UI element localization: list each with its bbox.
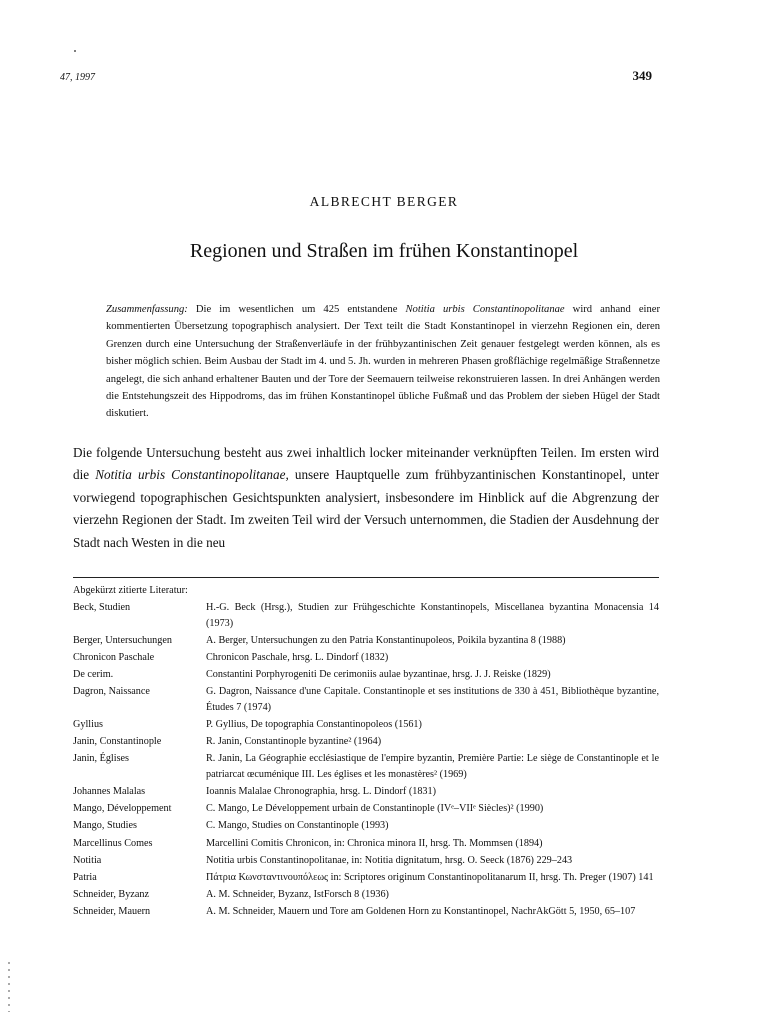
reference-key: Mango, Développement [73,803,172,815]
reference-key: Janin, Constantinople [73,736,162,748]
body-text-2: unsere Hauptquelle zum frühbyzantinischen Konstantinopel, unter vorwiegend topographischen Gesichtspunkten analysiert, insbesondere im Hinblick auf die Abgrenzung der vierzehn Regionen der Stadt. Im zweiten Teil wird der Versuch unternommen, die Stadien der Ausdehnung der Stadt nach Westen in die neu [73,467,659,550]
reference-value: Chronicon Paschale, hrsg. L. Dindorf (1832) [206,651,389,663]
reference-value: H.-G. Beck (Hrsg.), Studien zur Frühgeschichte Konstantinopels, Miscellanea byzantina Monacensia 14 (1973) [206,602,659,629]
reference-entry [73,751,659,782]
reference-value: A. M. Schneider, Mauern und Tore am Goldenen Horn zu Konstantinopel, NachrAkGött 5, 1950, 65–107 [206,906,636,918]
page-number: 349 [632,68,652,83]
reference-value: G. Dagron, Naissance d'une Capitale. Constantinople et ses institutions de 330 à 451, Bibliothèque byzantine, Études 7 (1974) [206,686,659,713]
reference-entry [73,717,659,733]
abstract-text-2: wird anhand einer kommentierten Übersetzung topographisch analysiert. Der Text teilt die Stadt Konstantinopel in vierzehn Regionen ein, deren Grenzen durch eine Untersuchung der Straßenverläufe in der frühbyzantinischen Zeit genauer festgelegt werden können, als es bisher möglich schien. Beim Ausbau der Stadt im 4. und 5. Jh. wurden in mehreren Phasen großflächige regelmäßige Straßennetze angelegt, die sich anhand erhaltener Bauten und der Tore der Seemauern teilweise rekonstruieren lassen. In drei Anhängen werden die Entstehungszeit des Hippodroms, das im frühen Konstantinopel übliche Fußmaß und das Problem der sieben Hügel der Stadt diskutiert. [106,304,660,420]
abstract-source-title: Notitia urbis Constantinopolitanae [405,304,565,315]
reference-key: Beck, Studien [73,602,131,613]
reference-key: Berger, Untersuchungen [73,634,172,646]
reference-entry [73,784,659,800]
reference-value: Notitia urbis Constantinopolitanae, in: Notitia dignitatum, hrsg. O. Seeck (1876) 229–243 [206,854,573,866]
abstract-label: Zusammenfassung: [106,304,188,315]
footnote-divider [73,577,659,578]
reference-value: P. Gyllius, De topographia Constantinopoleos (1561) [206,718,422,730]
body-source-title: Notitia urbis Constantinopolitanae, [95,467,289,483]
reference-entry [73,836,659,852]
article-author: ALBRECHT BERGER [309,194,459,209]
references-heading: Abgekürzt zitierte Literatur: [73,585,188,596]
reference-value: C. Mango, Le Développement urbain de Constantinople (IVᵉ–VIIᵉ Siècles)² (1990) [206,803,544,815]
reference-key: Mango, Studies [73,820,137,832]
reference-entry [73,904,659,920]
article-title: Regionen und Straßen im frühen Konstantinopel [189,240,579,262]
reference-entry [73,887,659,903]
reference-entry [73,870,659,886]
reference-value: A. Berger, Untersuchungen zu den Patria Konstantinupoleos, Poikila byzantina 8 (1988) [206,634,566,646]
reference-key: Notitia [73,854,102,866]
reference-entry [73,853,659,869]
reference-entry [73,818,659,834]
reference-value: C. Mango, Studies on Constantinople (1993) [206,820,389,832]
running-header-volume: 47, 1997 [60,72,95,83]
reference-key: De cerim. [73,669,114,681]
reference-key: Dagron, Naissance [73,686,150,698]
reference-key: Schneider, Byzanz [73,889,149,901]
reference-value: Constantini Porphyrogeniti De cerimoniis aulae byzantinae, hrsg. J. J. Reiske (1829) [206,669,551,681]
reference-key: Schneider, Mauern [73,906,151,918]
body-text-1: Die folgende Untersuchung besteht aus zwei inhaltlich locker miteinander verknüpften Teilen. Im ersten wird die [73,445,659,483]
reference-key: Gyllius [73,718,104,730]
reference-entry [73,667,659,683]
reference-key: Patria [73,871,97,883]
reference-value: Πάτρια Κωνσταντινουπόλεως in: Scriptores originum Constantinopolitanarum II, hrsg. Th. Preger (1907) 141 [206,871,654,883]
reference-entry [73,650,659,666]
reference-key: Chronicon Paschale [73,651,155,663]
body-paragraph [73,442,659,554]
abstract-text-1: Die im wesentlichen um 425 entstandene [187,304,406,315]
abstract [106,301,660,423]
reference-value: Ioannis Malalae Chronographia, hrsg. L. Dindorf (1831) [206,786,437,797]
reference-entry [73,801,659,817]
reference-key: Janin, Églises [73,753,130,765]
reference-key: Marcellinus Comes [73,837,153,849]
reference-entry [73,684,659,715]
reference-value: R. Janin, Constantinople byzantine² (1964) [206,736,382,748]
reference-entry [73,633,659,649]
reference-entry [73,734,659,750]
reference-entry [73,600,659,631]
reference-value: R. Janin, La Géographie ecclésiastique de l'empire byzantin, Première Partie: Le siège de Constantinople et le patriarcat œcuménique III. Les églises et les monastères² (1969) [206,753,659,780]
references-list [73,600,659,922]
reference-value: A. M. Schneider, Byzanz, IstForsch 8 (1936) [206,889,389,901]
reference-value: Marcellini Comitis Chronicon, in: Chronica minora II, hrsg. Th. Mommsen (1894) [206,837,543,849]
scan-speck [74,50,76,52]
scan-margin-dots [8,962,10,1012]
reference-key: Johannes Malalas [73,786,146,797]
